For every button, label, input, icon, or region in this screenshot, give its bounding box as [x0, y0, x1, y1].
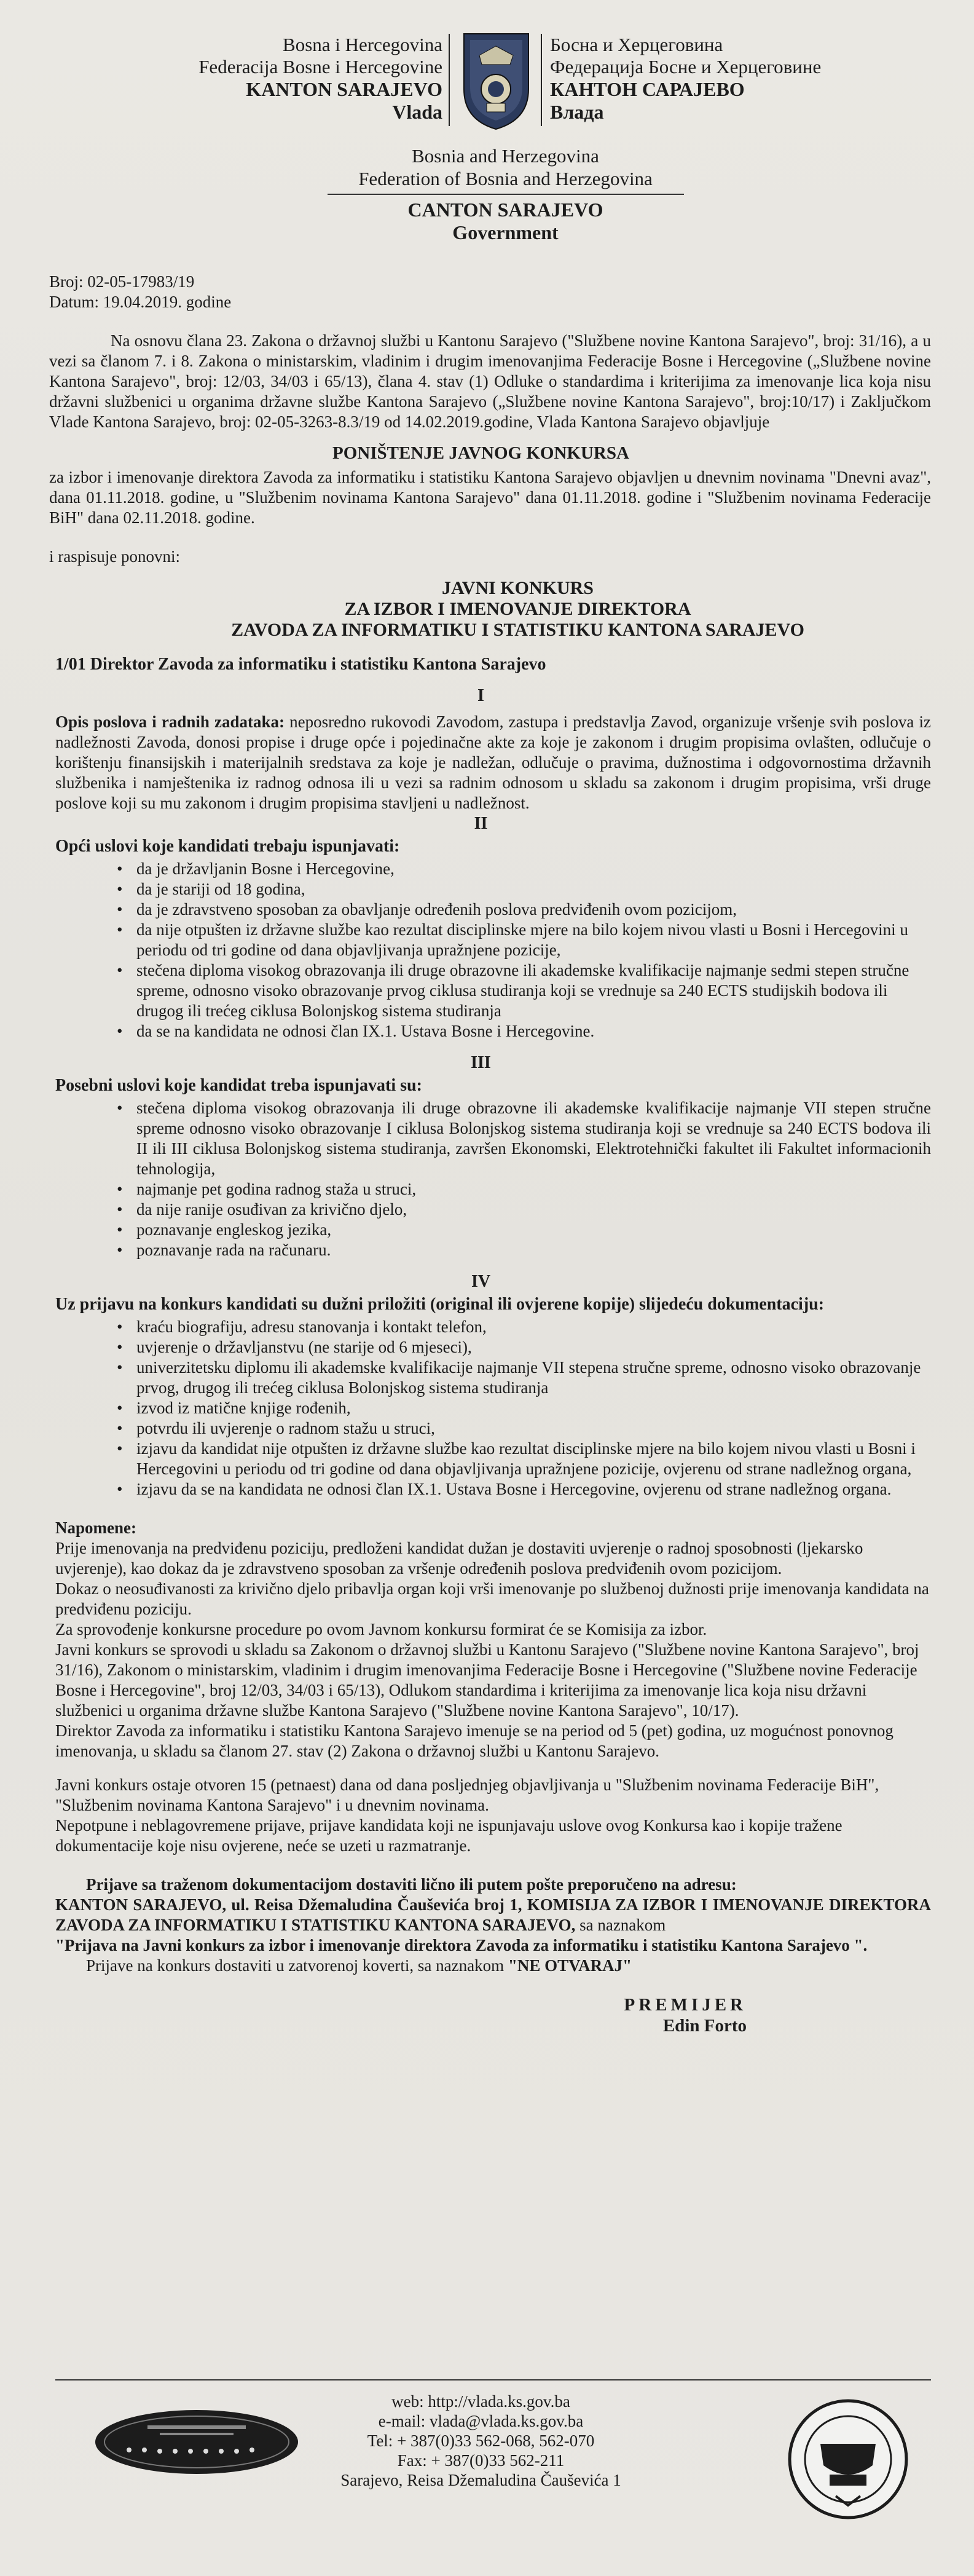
job-description: [55, 712, 931, 813]
list-item: • poznavanje rada na računaru.: [117, 1240, 931, 1260]
spacer: [55, 1761, 931, 1775]
canton-coat-of-arms-icon: [461, 31, 532, 132]
notes-paragraph: Prije imenovanja na predviđenu poziciju, predloženi kandidat dužan je dostaviti uvjerenje o radnoj sposobnosti (ljekarsko uvjerenje), kao dokaz da je zdravstveno sposoban za vršenje određenih poslova predviđenih ovom pozicijom.: [55, 1539, 863, 1578]
documents-list: [117, 1317, 931, 1499]
cancellation-title: PONIŠTENJE JAVNOG KONKURSA: [332, 443, 629, 463]
country-name: Bosna i Hercegovina: [283, 34, 442, 55]
document-footer: [31, 2379, 931, 2564]
competition-title: [104, 578, 931, 641]
notes-paragraph: Javni konkurs ostaje otvoren 15 (petnaest) dana od dana posljednjeg objavljivanja u "Službenim novinama Federacije BiH", "Službenim novinama Kantona Sarajevo" i u dnevnim novinama.: [55, 1776, 879, 1814]
notes-paragraph: Direktor Zavoda za informatiku i statistiku Kantona Sarajevo imenuje se na period od 5 (pet) godina, uz mogućnost ponovnog imenovanja, u skladu sa članom 27. stav (2) Zakona o državnoj službi u Kantonu Sarajevo.: [55, 1721, 893, 1760]
notes-paragraph: Nepotpune i neblagovremene prijave, prijave kandidata koji ne ispunjavaju uslove ovog Konkursa kao i kopije tražene dokumentacije koje nisu ovjerene, neće se uzeti u razmatranje.: [55, 1816, 842, 1855]
cancellation-text: za izbor i imenovanje direktora Zavoda za informatiku i statistiku Kantona Sarajevo objavljen u dnevnim novinama "Dnevni avaz", dana 01.11.2018. godine, u "Službenim novinama Kantona Sarajevo" dana 01.11.2018. godine i "Službenim novinama Federacije BiH" dana 02.11.2018. godine.: [49, 468, 931, 527]
letterhead-latin: [178, 34, 442, 124]
list-item: • da je stariji od 18 godina,: [117, 879, 931, 899]
footer-address: Sarajevo, Reisa Džemaludina Čauševića 1: [340, 2471, 621, 2489]
notes-heading: Napomene:: [55, 1519, 136, 1537]
list-item: • izjavu da kandidat nije otpušten iz državne službe kao rezultat disciplinske mjere na bilo kojem nivou vlasti u Bosni i Hercegovini u periodu od tri godine od dana objavljivanja upražnjene pozicije, ovjerenu od strane nadležnog organa,: [117, 1439, 931, 1479]
canton-name: KANTON SARAJEVO: [246, 78, 442, 100]
list-item: • kraću biografiju, adresu stanovanja i kontakt telefon,: [117, 1317, 931, 1337]
documents-heading: Uz prijavu na konkurs kandidati su dužni priložiti (original ili ovjerene kopije) slijedeću dokumentaciju:: [55, 1295, 825, 1314]
letterhead-cyrillic: [550, 34, 833, 124]
general-conditions-list: [117, 859, 931, 1041]
special-conditions-heading: Posebni uslovi koje kandidat treba ispunjavati su:: [55, 1076, 422, 1095]
list-item: • da nije otpušten iz državne službe kao rezultat disciplinske mjere na bilo kojem nivou vlasti u Bosni i Hercegovini u periodu od tri godine od dana objavljivanja upražnjene pozicije,: [117, 920, 931, 960]
list-item: • potvrdu ili uvjerenje o radnom stažu u struci,: [117, 1418, 931, 1439]
job-description-label: Opis poslova i radnih zadataka:: [55, 713, 285, 731]
letterhead: [31, 0, 931, 144]
document-number: Broj: 02-05-17983/19: [49, 272, 195, 291]
list-item: • uvjerenje o državljanstvu (ne starije od 6 mjeseci),: [117, 1337, 931, 1357]
intro-paragraph: Na osnovu člana 23. Zakona o državnoj službi u Kantonu Sarajevo ("Službene novine Kantona Sarajevo", broj: 31/16), a u vezi sa članom 7. i 8. Zakona o ministarskim, vladinim i drugim imenovanjima Federacije Bosne i Hercegovine („Službene novine Kantona Sarajevo", broj: 12/03, 34/03 i 65/13), člana 4. stav (1) Odluke o standardima i kriterijima za imenovanje lica koja nisu državni službenici u organima državne službe Kantona Sarajevo („Službene novine Kantona Sarajevo", broj:10/17) i Zaključkom Vlade Kantona Sarajevo, broj: 02-05-3263-8.3/19 od 14.02.2019.godine, Vlada Kantona Sarajevo objavljuje: [49, 331, 931, 431]
signatory-title: PREMIJER: [624, 1995, 747, 2015]
submission-closed-text: Prijave na konkurs dostaviti u zatvorenoj koverti, sa naznakom: [86, 1956, 508, 1975]
submission-address: [55, 1895, 931, 1935]
competition-title-line: ZAVODA ZA INFORMATIKU I STATISTIKU KANTONA SARAJEVO: [231, 620, 804, 640]
position-title: 1/01 Direktor Zavoda za informatiku i statistiku Kantona Sarajevo: [55, 655, 546, 674]
document-meta: [49, 272, 931, 312]
submission-closed-bold: "NE OTVARAJ": [508, 1956, 632, 1975]
general-conditions-heading: Opći uslovi koje kandidati trebaju ispunjavati:: [55, 837, 400, 856]
list-item: • da se na kandidata ne odnosi član IX.1. Ustava Bosne i Hercegovine.: [117, 1021, 931, 1041]
government-label-cyr: Влада: [550, 101, 604, 123]
notes-paragraph: Za sprovođenje konkursne procedure po ovom Javnom konkursu formirat će se Komisija za izbor.: [55, 1620, 707, 1638]
submission-label: "Prijava na Javni konkurs za izbor i imenovanje direktora Zavoda za informatiku i statistiku Kantona Sarajevo ".: [55, 1936, 868, 1954]
tuv-certification-seal-icon: [787, 2398, 909, 2521]
submission-section: [55, 1875, 931, 1976]
signature-block: [31, 1994, 931, 2036]
list-item: • da je zdravstveno sposoban za obavljanje određenih poslova predviđenih ovom pozicijom,: [117, 899, 931, 920]
notes-paragraph: Dokaz o neosuđivanosti za krivično djelo pribavlja organ koji vrši imenovanje po službenoj dužnosti prije imenovanja kandidata na predviđenu poziciju.: [55, 1579, 929, 1618]
list-item: • poznavanje engleskog jezika,: [117, 1220, 931, 1240]
section-number: II: [474, 814, 488, 833]
government-label: Vlada: [392, 101, 442, 123]
letterhead-english: [80, 144, 931, 244]
submission-closed: [86, 1956, 931, 1976]
submission-address-bold: KANTON SARAJEVO, ul. Reisa Džemaludina Čauševića broj 1, KOMISIJA ZA IZBOR I IMENOVANJE DIREKTORA ZAVODA ZA INFORMATIKU I STATISTIKU KANTONA SARAJEVO,: [55, 1895, 931, 1934]
announcement-line: i raspisuje ponovni:: [49, 547, 180, 566]
list-item: • najmanje pet godina radnog staža u struci,: [117, 1179, 931, 1199]
footer-fax: Fax: + 387(0)33 562-211: [397, 2451, 565, 2470]
document-body: [31, 272, 931, 2036]
submission-address-tail: sa naznakom: [575, 1916, 666, 1934]
list-item: • stečena diploma visokog obrazovanja ili druge obrazovne ili akademske kvalifikacije najmanje VII stepen stručne spreme odnosno visoko obrazovanje I ciklusa Bolonjskog sistema studiranja koji se vrednuje sa 240 ECTS bodova ili II ili III ciklusa Bolonjskog sistema studiranja, završen Ekonomski, Elektrotehnički fakultet ili Fakultet informacionih tehnologija,: [117, 1098, 931, 1179]
footer-rule: [55, 2379, 931, 2380]
country-name-en: Bosnia and Herzegovina: [412, 145, 599, 167]
list-item: • da je državljanin Bosne i Hercegovine,: [117, 859, 931, 879]
letterhead-divider-right: [541, 34, 542, 126]
section-number: I: [477, 686, 484, 705]
federation-name-cyr: Федерација Босне и Херцеговине: [550, 56, 822, 77]
footer-web: web: http://vlada.ks.gov.ba: [391, 2392, 570, 2411]
list-item: • da nije ranije osuđivan za krivično djelo,: [117, 1199, 931, 1220]
job-description-text: neposredno rukovodi Zavodom, zastupa i predstavlja Zavod, organizuje vršenje svih poslova iz nadležnosti Zavoda, donosi propise i druge opće i pojedinačne akte za koje je zakonom i drugim propisima ovlašten, odlučuje o korištenju finansijskih i materijalnih sredstava za koje je nadležan, odlučuje o pravima, dužnostima i odgovornostima državnih službenika i namještenika iz radnog odnosa ili u vezi sa radnim odnosom u skladu sa zakonom i drugim propisima, vrši druge poslove koji su mu zakonom i drugim propisima stavljeni u nadležnost.: [55, 713, 931, 812]
submission-heading: Prijave sa traženom dokumentacijom dostaviti lično ili putem pošte preporučeno na adresu:: [86, 1875, 737, 1894]
canton-name-cyr: КАНТОН САРАЈЕВО: [550, 78, 745, 100]
competition-title-line: ZA IZBOR I IMENOVANJE DIREKTORA: [344, 599, 691, 619]
federation-name-en: Federation of Bosnia and Herzegovina: [358, 168, 653, 189]
list-item: • izvod iz matične knjige rođenih,: [117, 1398, 931, 1418]
country-name-cyr: Босна и Херцеговина: [550, 34, 723, 55]
footer-email: e-mail: vlada@vlada.ks.gov.ba: [378, 2412, 584, 2430]
government-label-en: Government: [452, 221, 559, 243]
section-number: IV: [471, 1272, 491, 1291]
federation-name: Federacija Bosne i Hercegovine: [198, 56, 442, 77]
letterhead-divider-left: [449, 34, 450, 126]
document-date: Datum: 19.04.2019. godine: [49, 293, 232, 311]
notes-paragraph: Javni konkurs se sprovodi u skladu sa Zakonom o državnoj službi u Kantonu Sarajevo ("Službene novine Kantona Sarajevo", broj 31/16), Zakonom o ministarskim, vladinim i drugim imenovanjima Federacije Bosne i Hercegovine ("Službene novine Federacije Bosne i Hercegovine", broj 12/03, 34/03 i 65/13), Odlukom standardima i kriterijima za imenovanje lica koja nisu državni službenici u organima državne službe Kantona Sarajevo ("Službene novine Kantona Sarajevo", 10/17).: [55, 1640, 919, 1720]
notes-section: [55, 1518, 931, 1856]
canton-name-en: CANTON SARAJEVO: [407, 199, 603, 221]
competition-title-line: JAVNI KONKURS: [442, 578, 594, 598]
special-conditions-list: [117, 1098, 931, 1260]
list-item: • univerzitetsku diplomu ili akademske kvalifikacije najmanje VII stepena stručne spreme, odnosno visoko obrazovanje prvog, drugog ili trećeg ciklusa Bolonjskog sistema studiranja: [117, 1357, 931, 1398]
list-item: • stečena diploma visokog obrazovanja ili druge obrazovne ili akademske kvalifikacije najmanje sedmi stepen stručne spreme, odnosno visoko obrazovanje prvog ciklusa studiranja koji se vrednuje sa 240 ECTS studijskih bodova ili drugog ili trećeg ciklusa Bolonjskog sistema studiranja: [117, 960, 931, 1021]
footer-tel: Tel: + 387(0)33 562-068, 562-070: [367, 2432, 595, 2450]
section-number: III: [471, 1053, 491, 1072]
letterhead-rule: [328, 194, 684, 195]
list-item: • izjavu da se na kandidata ne odnosi član IX.1. Ustava Bosne i Hercegovine, ovjerenu od strane nadležnog organa.: [117, 1479, 931, 1499]
signatory-name: Edin Forto: [662, 2016, 747, 2036]
